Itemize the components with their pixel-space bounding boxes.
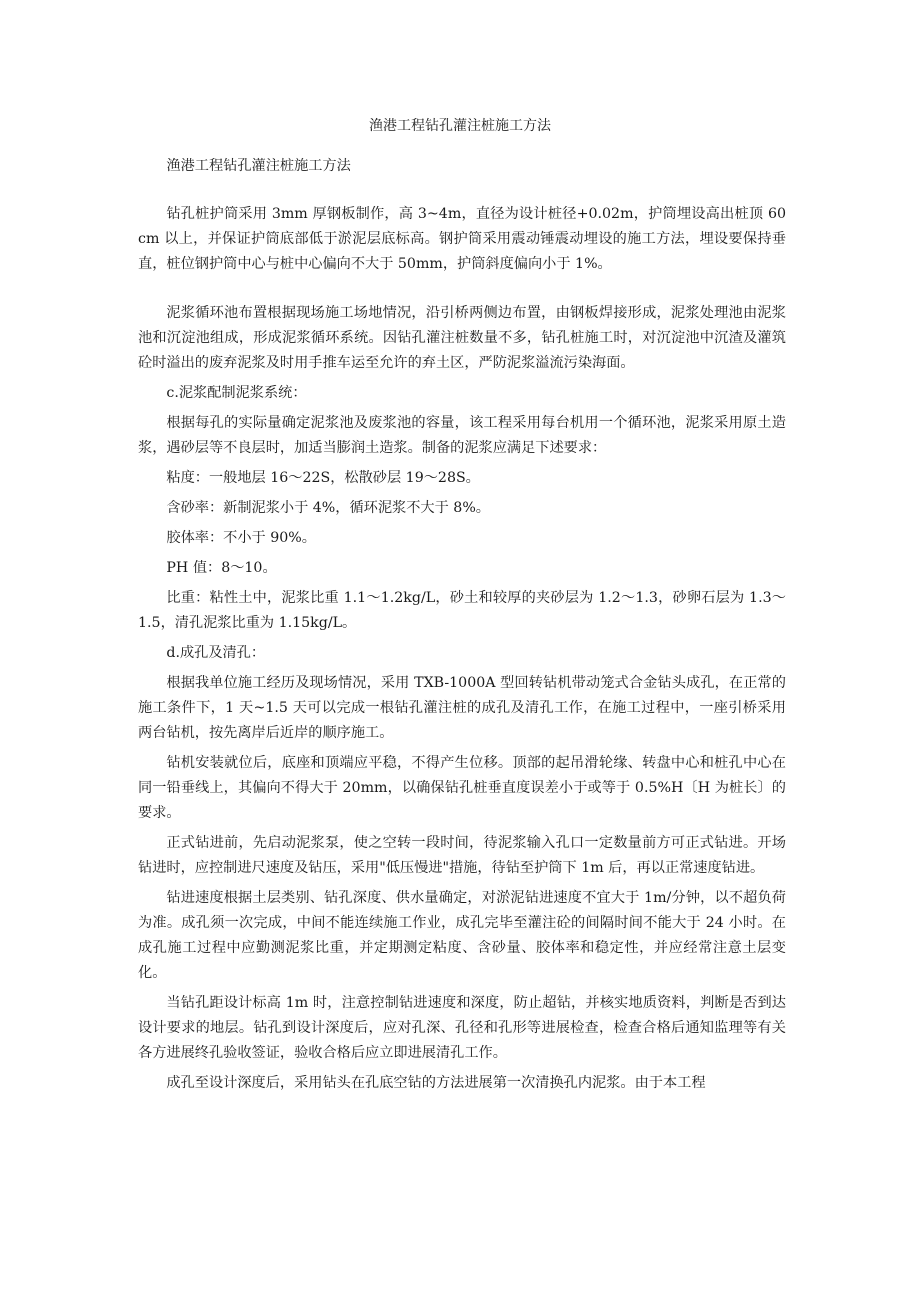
paragraph-colloid-rate: 胶体率：不小于 90%。 <box>166 530 316 546</box>
document-title: 渔港工程钻孔灌注桩施工方法 <box>369 118 551 134</box>
paragraph-viscosity: 粘度：一般地层 16～22S，松散砂层 19～28S。 <box>166 470 480 486</box>
paragraph-mud-pit: 泥浆循环池布置根据现场施工场地情况，沿引桥两侧边布置，由钢板焊接形成，泥浆处理池由泥浆池和沉淀池组成，形成泥浆循环系统。因钻孔灌注桩数量不多，钻孔桩施工时，对沉淀池中沉渣及灌筑砼时溢出的废弃泥浆及时用手推车运至允许的弃土区，严防泥浆溢流污染海面。 <box>138 305 786 371</box>
section-heading-d: d.成孔及清孔： <box>166 645 266 661</box>
paragraph-rig-installation: 钻机安装就位后，底座和顶端应平稳，不得产生位移。顶部的起吊滑轮缘、转盘中心和桩孔中心在同一铅垂线上，其偏向不得大于 20mm，以确保钻孔桩垂直度误差小于或等于 0.5%H〔H 为桩长〕的要求。 <box>138 755 786 821</box>
section-heading-c: c.泥浆配制泥浆系统： <box>166 385 307 401</box>
paragraph-casing: 钻孔桩护筒采用 3mm 厚钢板制作，高 3~4m，直径为设计桩径+0.02m，护筒埋设高出桩顶 60cm 以上，并保证护筒底部低于淤泥层底标高。钢护筒采用震动锤震动埋设的施工方法，埋设要保持垂直，桩位钢护筒中心与桩中心偏向不大于 50mm，护筒斜度偏向小于 1%。 <box>138 206 786 272</box>
paragraph-start-drilling: 正式钻进前，先启动泥浆泵，使之空转一段时间，待泥浆输入孔口一定数量前方可正式钻进。开场钻进时，应控制进尺速度及钻压，采用"低压慢进"措施，待钻至护筒下 1m 后，再以正常速度钻进。 <box>138 835 786 876</box>
paragraph-ph-value: PH 值：8～10。 <box>166 560 277 576</box>
paragraph-design-elevation: 当钻孔距设计标高 1m 时，注意控制钻进速度和深度，防止超钻，并核实地质资料，判断是否到达设计要求的地层。钻孔到设计深度后，应对孔深、孔径和孔形等进展检查，检查合格后通知监理等有关各方进展终孔验收签证，验收合格后应立即进展清孔工作。 <box>138 995 786 1061</box>
paragraph-sand-content: 含砂率：新制泥浆小于 4%，循环泥浆不大于 8%。 <box>166 500 490 516</box>
paragraph-mud-capacity: 根据每孔的实际量确定泥浆池及废浆池的容量，该工程采用每台机用一个循环池，泥浆采用原土造浆，遇砂层等不良层时，加适当膨润土造浆。制备的泥浆应满足下述要求： <box>138 415 786 456</box>
paragraph-drilling-speed: 钻进速度根据土层类别、钻孔深度、供水量确定，对淤泥钻进速度不宜大于 1m/分钟，以不超负荷为准。成孔须一次完成，中间不能连续施工作业，成孔完毕至灌注砼的间隔时间不能大于 24 小时。在成孔施工过程中应勤测泥浆比重，并定期测定粘度、含砂量、胶体率和稳定性，并应经常注意土层变化。 <box>138 890 786 981</box>
paragraph-drilling-method: 根据我单位施工经历及现场情况，采用 TXB-1000A 型回转钻机带动笼式合金钻头成孔，在正常的施工条件下，1 天~1.5 天可以完成一根钻孔灌注桩的成孔及清孔工作，在施工过程中，一座引桥采用两台钻机，按先离岸后近岸的顺序施工。 <box>138 675 786 741</box>
document-subtitle: 渔港工程钻孔灌注桩施工方法 <box>166 158 351 174</box>
paragraph-hole-cleaning: 成孔至设计深度后，采用钻头在孔底空钻的方法进展第一次清换孔内泥浆。由于本工程 <box>166 1075 706 1091</box>
document-body <box>138 154 786 1101</box>
paragraph-specific-gravity: 比重：粘性土中，泥浆比重 1.1～1.2kg/L，砂土和较厚的夹砂层为 1.2～1.3，砂卵石层为 1.3～1.5，清孔泥浆比重为 1.15kg/L。 <box>138 590 786 631</box>
